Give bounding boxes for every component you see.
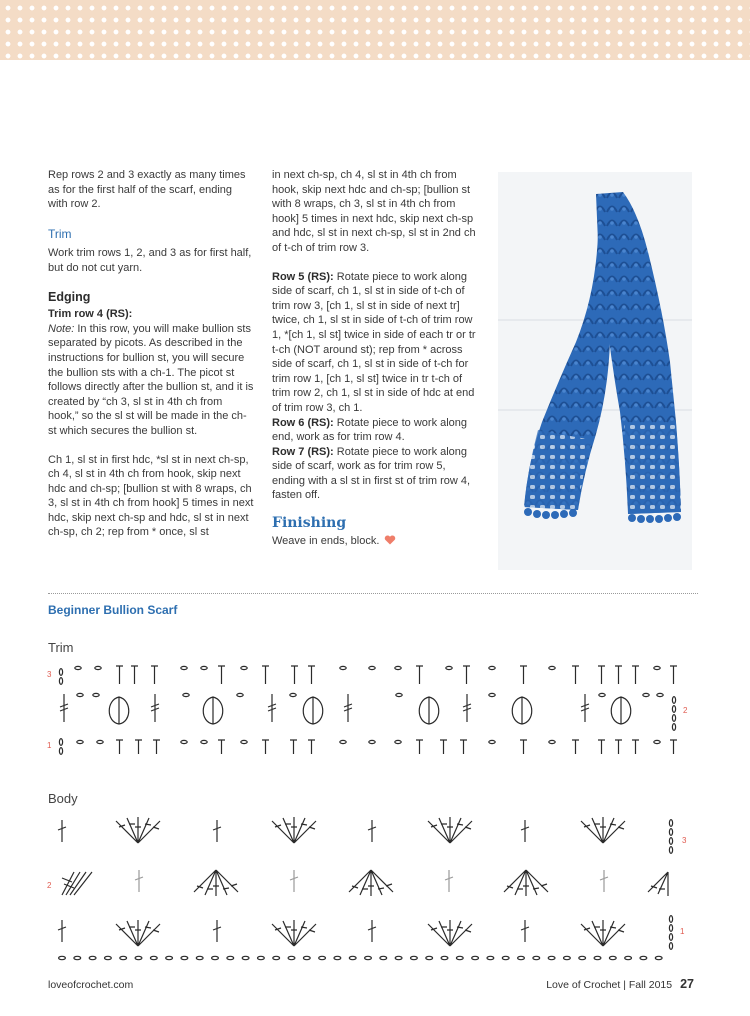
foundation-chain-stitch xyxy=(395,956,402,959)
foundation-chain-stitch xyxy=(548,956,555,959)
row7-text: Rotate piece to work along side of scarf, work as for trim row 5, ending with a sl st in first st of trim row 4, fasten off. xyxy=(272,445,471,502)
foundation-chain-stitch xyxy=(609,956,616,959)
trim-row4-label: Trim row 4 (RS): xyxy=(48,308,133,321)
footer-site: loveofcrochet.com xyxy=(48,979,134,991)
trim-heading: Trim xyxy=(48,226,72,241)
foundation-chain-stitch xyxy=(319,956,326,959)
foundation-chain-stitch xyxy=(59,956,66,959)
foundation-chain-stitch xyxy=(212,956,219,959)
body-row-number-2: 2 xyxy=(47,881,52,890)
foundation-chain-stitch xyxy=(89,956,96,959)
foundation-chain-stitch xyxy=(518,956,525,959)
row6-text: Rotate piece to work along end, work as for trim row 4. xyxy=(272,416,468,444)
continued-paragraph: in next ch-sp, ch 4, sl st in 4th ch from hook, skip next hdc and ch-sp; [bullion st with 8 wraps, ch 3, sl st in 4th ch from hook] 5 times in next hdc, skip next ch-sp and hdc, sl st in next ch-sp, sl st in 2nd ch of t-ch of trim row 3. xyxy=(272,169,476,254)
foundation-chain-stitch xyxy=(303,956,310,959)
note-text: In this row, you will make bullion sts separated by picots. As described in the instructions for bullion st, you will secure the bullion sts with a ch-1. The picot st follows directly after the bullion st, and it is created by “ch 3, sl st in 4th ch from hook,” so the sl st will be made in the ch-st which secures the bullion st. xyxy=(48,322,254,437)
body-row-2-symbols xyxy=(62,870,668,896)
foundation-chain-stitch xyxy=(181,956,188,959)
intro-paragraph: Rep rows 2 and 3 exactly as many times as for the first half of the scarf, ending with row 2. xyxy=(48,169,246,211)
row7-label: Row 7 (RS): xyxy=(272,445,334,458)
foundation-chain-stitch xyxy=(135,956,142,959)
foundation-chain-stitch xyxy=(564,956,571,959)
foundation-chain-stitch xyxy=(349,956,356,959)
finishing-text: Weave in ends, block. xyxy=(272,534,380,547)
foundation-chain-stitch xyxy=(166,956,173,959)
foundation-chain-stitch xyxy=(150,956,157,959)
body-row-1-symbols xyxy=(58,916,673,960)
trim-row-2-symbols xyxy=(60,693,676,730)
trim-row-number-3: 3 xyxy=(47,670,52,679)
finishing-heading: Finishing xyxy=(272,515,347,532)
foundation-chain-stitch xyxy=(105,956,112,959)
foundation-chain-stitch xyxy=(411,956,418,959)
foundation-chain-stitch xyxy=(640,956,647,959)
foundation-chain-stitch xyxy=(380,956,387,959)
foundation-chain-stitch xyxy=(365,956,372,959)
body-diagram-label: Body xyxy=(48,791,78,806)
foundation-chain-stitch xyxy=(288,956,295,959)
page-number: 27 xyxy=(680,977,694,991)
foundation-chain-stitch xyxy=(441,956,448,959)
foundation-chain-stitch xyxy=(273,956,280,959)
trim-row-number-1: 1 xyxy=(47,741,52,750)
body-row-number-3: 3 xyxy=(682,836,687,845)
trim-row-number-2: 2 xyxy=(683,706,688,715)
footer-issue: | Fall 2015 xyxy=(620,979,673,991)
row5-text: Rotate piece to work along side of scarf, ch 1, sl st in side of t-ch of trim row 3, [ch 1, sl st in side of next tr] twice, ch 1, sl st in side of t-ch of trim row 1, *[ch 1, sl st] twice in side of each tr or tr t-ch (NOT around st); rep from * across side of scarf, ch 1, sl st in side of t-ch for trim row 1, [ch 1, sl st] twice in tr t-ch of trim row 2, ch 1, sl st in side of hdc at end of trim row 3, ch 1. xyxy=(272,270,476,414)
foundation-chain-stitch xyxy=(655,956,662,959)
trim-row-1-symbols xyxy=(59,739,677,755)
foundation-chain-stitch xyxy=(258,956,265,959)
foundation-chain-stitch xyxy=(74,956,81,959)
foundation-chain-stitch xyxy=(456,956,463,959)
foundation-chain-stitch xyxy=(334,956,341,959)
note-label: Note: xyxy=(48,322,75,335)
foundation-chain-stitch xyxy=(533,956,540,959)
ch1-paragraph: Ch 1, sl st in first hdc, *sl st in next ch-sp, ch 4, sl st in 4th ch from hook, skip next hdc and ch-sp; [bullion st with 8 wraps, ch 3, sl st in 4th ch from hook] 5 times in next hdc, skip next ch-sp and hdc, sl st in next ch-sp, ch 2; rep from * once, sl st xyxy=(48,453,254,539)
foundation-chain-stitch xyxy=(227,956,234,959)
row5-label: Row 5 (RS): xyxy=(272,270,334,283)
footer-magazine-name: Love of Crochet xyxy=(546,979,621,991)
diagram-title: Beginner Bullion Scarf xyxy=(48,603,178,617)
foundation-chain-stitch xyxy=(472,956,479,959)
body-row-number-1: 1 xyxy=(680,927,685,936)
foundation-chain-stitch xyxy=(426,956,433,959)
foundation-chain-stitch xyxy=(120,956,127,959)
edging-heading: Edging xyxy=(48,289,91,304)
foundation-chain-stitch xyxy=(625,956,632,959)
foundation-chain-stitch xyxy=(502,956,509,959)
body-row-3-symbols xyxy=(58,817,673,853)
trim-row-3-symbols xyxy=(59,666,677,684)
foundation-chain-stitch xyxy=(196,956,203,959)
trim-diagram-label: Trim xyxy=(48,640,74,655)
foundation-chain-stitch xyxy=(594,956,601,959)
foundation-chain-stitch xyxy=(242,956,249,959)
row6-label: Row 6 (RS): xyxy=(272,416,334,429)
foundation-chain-stitch xyxy=(579,956,586,959)
footer-magazine xyxy=(546,977,694,991)
trim-paragraph: Work trim rows 1, 2, and 3 as for first half, but do not cut yarn. xyxy=(48,247,252,274)
foundation-chain-stitch xyxy=(487,956,494,959)
